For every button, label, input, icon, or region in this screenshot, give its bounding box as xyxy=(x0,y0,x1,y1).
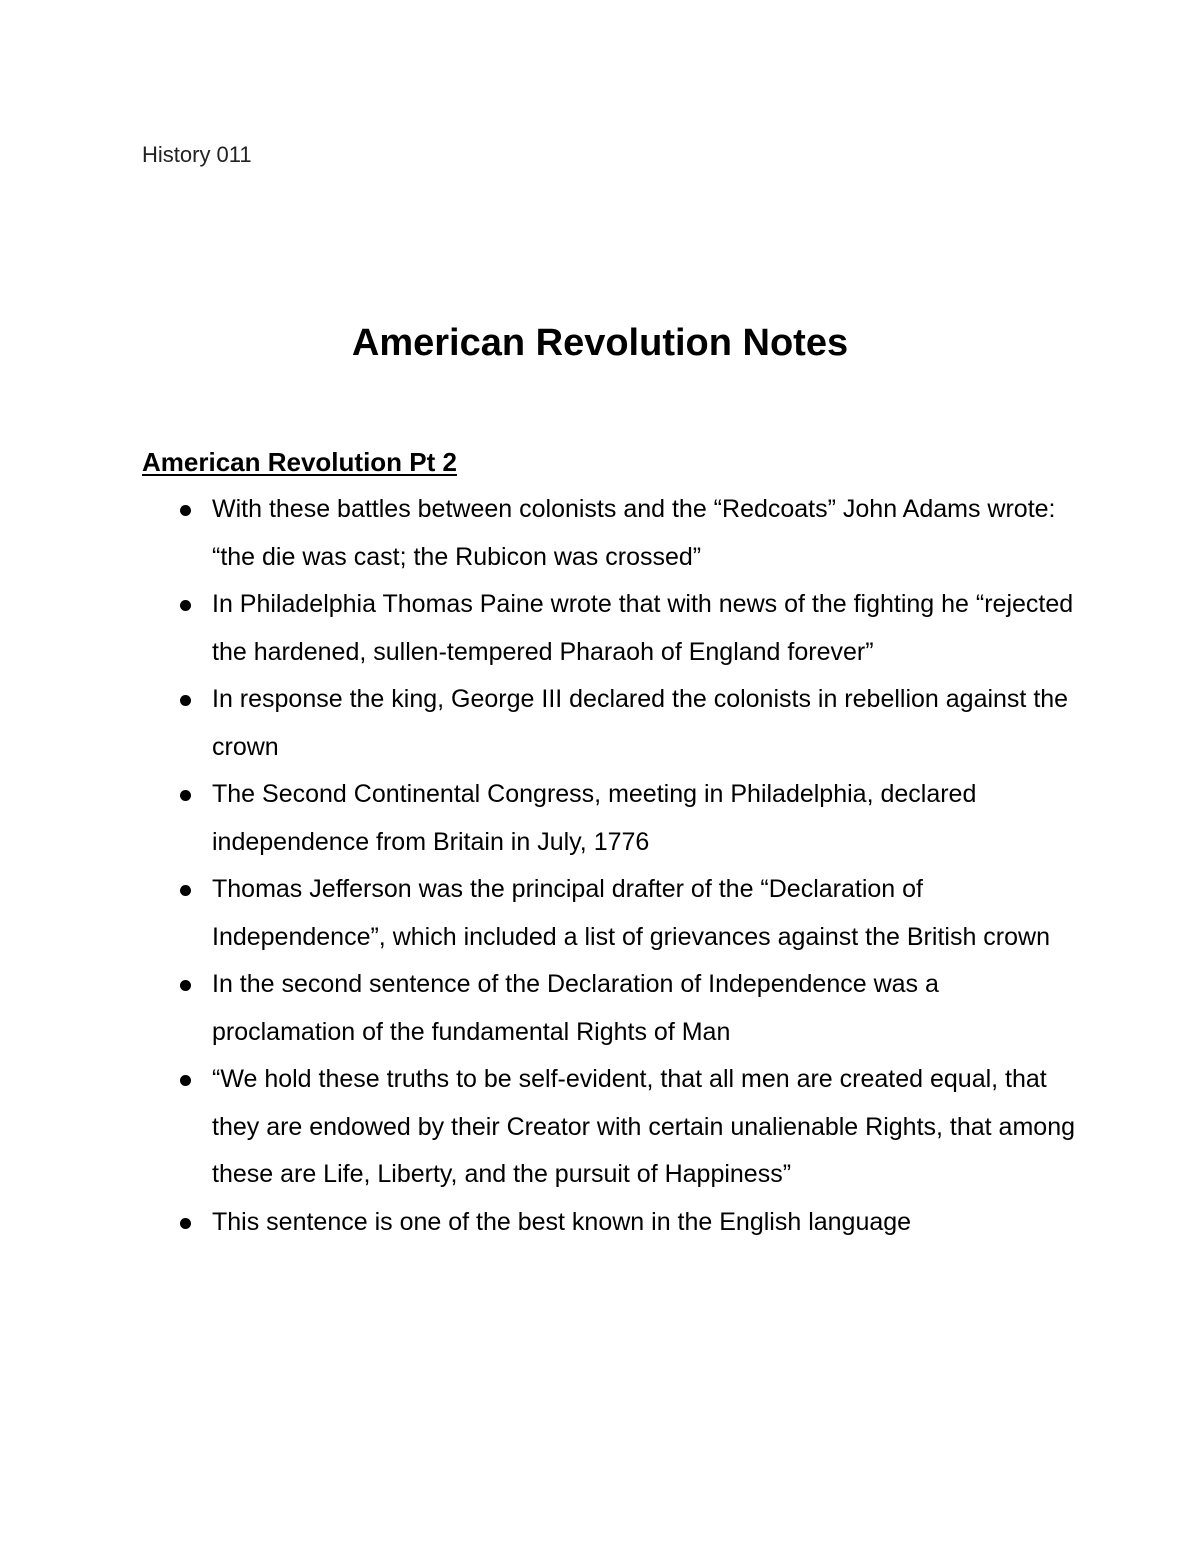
note-text: Thomas Jefferson was the principal drafter of the “Declaration of Independence”, which included a list of grievances against the British crown xyxy=(212,875,1050,951)
bullet-icon xyxy=(180,505,191,516)
note-item xyxy=(142,1199,1082,1247)
bullet-icon xyxy=(180,885,191,896)
note-item xyxy=(142,1056,1082,1199)
note-item xyxy=(142,581,1082,676)
bullet-icon xyxy=(180,600,191,611)
notes-list xyxy=(142,486,1082,1246)
note-item xyxy=(142,961,1082,1056)
note-text: In Philadelphia Thomas Paine wrote that with news of the fighting he “rejected the hardened, sullen-tempered Pharaoh of England forever” xyxy=(212,590,1074,666)
note-text: This sentence is one of the best known in the English language xyxy=(212,1207,912,1236)
note-item xyxy=(142,676,1082,771)
bullet-icon xyxy=(180,1218,191,1229)
note-item xyxy=(142,486,1082,581)
note-text: With these battles between colonists and the “Redcoats” John Adams wrote: “the die was cast; the Rubicon was crossed” xyxy=(212,495,1056,571)
bullet-icon xyxy=(180,1075,191,1086)
note-item xyxy=(142,866,1082,961)
note-text: “We hold these truths to be self-evident, that all men are created equal, that they are endowed by their Creator with certain unalienable Rights, that among these are Life, Liberty, and the pursuit of Happiness” xyxy=(212,1065,1076,1188)
section-heading: American Revolution Pt 2 xyxy=(142,447,457,477)
course-label: History 011 xyxy=(142,142,252,167)
note-item xyxy=(142,771,1082,866)
bullet-icon xyxy=(180,980,191,991)
note-text: In the second sentence of the Declaration of Independence was a proclamation of the fundamental Rights of Man xyxy=(212,970,939,1046)
document-title: American Revolution Notes xyxy=(351,322,849,364)
bullet-icon xyxy=(180,695,191,706)
note-text: The Second Continental Congress, meeting in Philadelphia, declared independence from Britain in July, 1776 xyxy=(212,780,977,856)
bullet-icon xyxy=(180,790,191,801)
note-text: In response the king, George III declared the colonists in rebellion against the crown xyxy=(212,685,1069,761)
